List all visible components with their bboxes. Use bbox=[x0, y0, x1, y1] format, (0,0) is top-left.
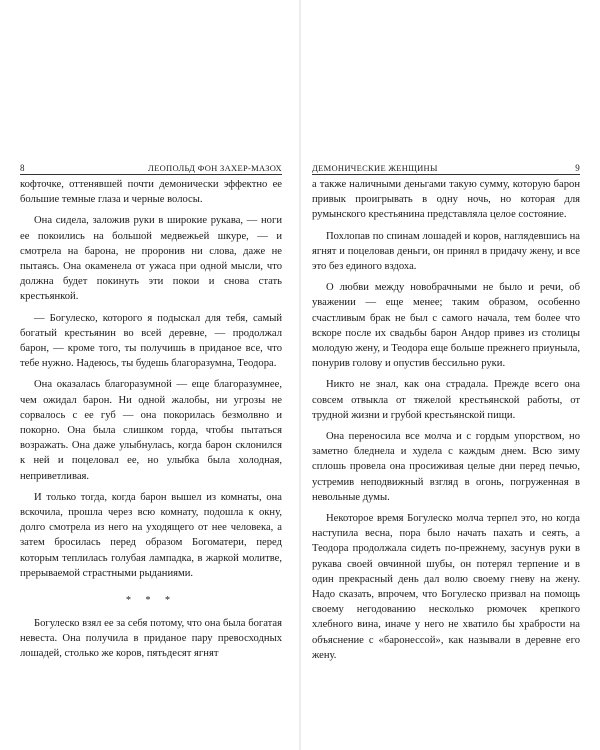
right-running-head bbox=[312, 160, 580, 175]
right-running-title: ДЕМОНИЧЕСКИЕ ЖЕНЩИНЫ bbox=[312, 163, 438, 173]
paragraph: Никто не знал, как она страдала. Прежде всего она совсем отвыкла от тяжелой крестьянской работы, от трудной жизни и грубой крестьянской пищи. bbox=[312, 379, 580, 421]
left-page-number: 8 bbox=[20, 163, 25, 173]
left-page-text bbox=[20, 177, 282, 662]
paragraph: Она сидела, заложив руки в широкие рукава, — ноги ее покоились на большой медвежьей шкуре, — и смотрела на барона, не проронив ни слова, даже не пытаясь. Она окаменела от ужаса при одной мысли, что должна будет покинуть эти покои и снова стать крестьянкой. bbox=[20, 215, 282, 303]
paragraph: Она оказалась благоразумной — еще благоразумнее, чем ожидал барон. Ни одной жалобы, ни угрозы не сорвалось с ее губ — она покорилась безмолвно и покорно. Она была слишком горда, чтобы пытаться возражать. Она даже улыбнулась, когда барон склонился к ней и поцеловал ее, но улыбка была холодная, неприветливая. bbox=[20, 379, 282, 482]
left-running-head bbox=[20, 160, 282, 175]
paragraph: И только тогда, когда барон вышел из комнаты, она вскочила, прошла через всю комнату, подошла к окну, долго смотрела из него на уходящего от нее человека, а затем бросилась перед образом Богоматери, перед которым теплилась голубая лампадка, в жаркой молитве, прерываемой страстными рыданиями. bbox=[20, 491, 282, 579]
paragraph: Похлопав по спинам лошадей и коров, наглядевшись на ягнят и поцеловав деньги, он принял в придачу жену, и все это без единого вздоха. bbox=[312, 230, 580, 273]
right-page-text bbox=[312, 177, 580, 663]
paragraph: Она переносила все молча и с гордым упорством, но заметно бледнела и худела с каждым днем. Всю зиму сплошь провела она просиживая целые дни перед печью, устремив неподвижный взгляд в огонь, погруженная в невольные думы. bbox=[312, 431, 580, 503]
right-page-number: 9 bbox=[575, 163, 580, 173]
left-running-title: ЛЕОПОЛЬД ФОН ЗАХЕР-МАЗОХ bbox=[148, 163, 282, 173]
paragraph: Богулеско взял ее за себя потому, что она была богатая невеста. Она получила в приданое пару превосходных лошадей, столько же коров, пятьдесят ягнят bbox=[20, 618, 282, 660]
paragraph: — Богулеско, которого я подыскал для тебя, самый богатый крестьянин во всей деревне, — продолжал барон, — кроме того, ты получишь в приданое все, что тебе нужно. Надеюсь, ты будешь благоразумна, Теодора. bbox=[20, 312, 282, 370]
paragraph: кофточке, оттенявшей почти демонически эффектно ее большие темные глаза и черные волосы. bbox=[20, 179, 282, 206]
paragraph: Некоторое время Богулеско молча терпел это, но когда наступила весна, пора было начать пахать и сеять, а Теодора продолжала сидеть по-прежнему, засунув руки в рукава своей овчинной шубы, он потерял терпение и в один прекрасный день дал волю своему гневу на жену. Надо сказать, впрочем, что Богулеско призвал на помощь своему негодованию несколько рюмочек крепкого хлебного вина, иначе у него не хватило бы храбрости на объяснение с «баронессой», как называли в деревне его жену. bbox=[312, 513, 580, 661]
right-page bbox=[312, 160, 580, 663]
left-page bbox=[20, 160, 282, 662]
section-separator: * * * bbox=[126, 595, 176, 607]
paragraph: а также наличными деньгами такую сумму, которую барон привык проигрывать в одну ночь, но которая для румынского крестьянина представляла целое состояние. bbox=[312, 179, 580, 221]
paragraph: О любви между новобрачными не было и речи, об уважении — еще менее; таким образом, особенно счастливым брак не был с самого начала, тем более что вскоре после их свадьбы барон Андор привез из столицы молодую жену, и Теодора еще больше прежнего приуныла, понурив голову и опустив бессильно руки. bbox=[312, 282, 580, 370]
book-gutter bbox=[299, 0, 301, 750]
